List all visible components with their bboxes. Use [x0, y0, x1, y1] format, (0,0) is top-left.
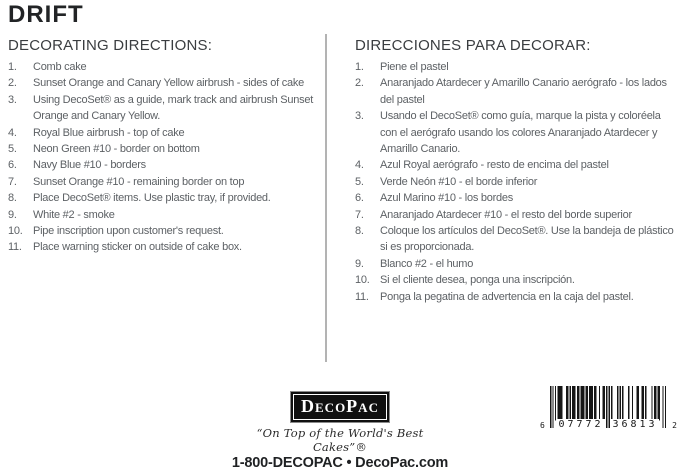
- item-text: Usando el DecoSet® como guía, marque la pista y coloréela con el aerógrafo usando los colores Anaranjado Atardecer y Amarillo Canario.: [380, 110, 661, 156]
- item-number: 8.: [355, 225, 364, 238]
- item-number: 3.: [355, 110, 364, 123]
- item-number: 9.: [355, 257, 364, 270]
- direction-item: [8, 223, 324, 239]
- item-number: 7.: [8, 175, 17, 188]
- item-number: 11.: [8, 241, 22, 254]
- direction-item: [355, 174, 676, 190]
- item-text: Royal Blue airbrush - top of cake: [33, 126, 185, 139]
- item-text: Blanco #2 - el humo: [380, 257, 474, 270]
- directions-english: [8, 37, 324, 256]
- brand-tagline: “On Top of the World's Best Cakes”®: [256, 426, 424, 454]
- direction-item: [355, 108, 676, 157]
- direction-item: [355, 272, 676, 288]
- item-text: Navy Blue #10 - borders: [33, 159, 146, 172]
- item-number: 6.: [8, 159, 17, 172]
- directions-spanish-list: [355, 59, 676, 305]
- directions-spanish-heading: DIRECCIONES PARA DECORAR:: [355, 37, 591, 54]
- directions-spanish: [355, 37, 676, 305]
- barcode-digit-group2: 36813: [612, 419, 658, 430]
- item-number: 3.: [8, 93, 17, 106]
- direction-item: [8, 125, 324, 141]
- item-number: 11.: [355, 290, 369, 303]
- decopac-logo: [290, 391, 390, 423]
- item-text: White #2 - smoke: [33, 208, 115, 221]
- direction-item: [355, 59, 676, 75]
- item-text: Using DecoSet® as a guide, mark track and airbrush Sunset Orange and Canary Yellow.: [33, 93, 313, 123]
- item-text: Verde Neón #10 - el borde inferior: [380, 175, 538, 188]
- item-number: 1.: [355, 61, 364, 73]
- decopac-logo-text: DecoPac: [301, 396, 379, 416]
- page-title: DRIFT: [8, 1, 84, 28]
- barcode-digit-right: 2: [672, 421, 677, 430]
- item-text: Sunset Orange #10 - remaining border on top: [33, 175, 245, 188]
- item-number: 1.: [8, 61, 17, 73]
- direction-item: [355, 256, 676, 272]
- item-text: Sunset Orange and Canary Yellow airbrush - sides of cake: [33, 77, 304, 90]
- item-number: 10.: [8, 225, 23, 238]
- item-number: 7.: [355, 208, 364, 221]
- direction-item: [8, 59, 324, 75]
- barcode-digit-group1: 07772: [558, 419, 604, 430]
- upc-barcode: [540, 386, 677, 430]
- direction-item: [8, 239, 324, 255]
- direction-item: [355, 223, 676, 256]
- footer: [230, 391, 450, 471]
- item-number: 4.: [8, 126, 17, 139]
- direction-item: [8, 141, 324, 157]
- item-text: Pipe inscription upon customer's request.: [33, 225, 224, 238]
- decopac-logo-frame: [293, 394, 387, 420]
- item-text: Azul Royal aerógrafo - resto de encima del pastel: [380, 159, 609, 172]
- item-number: 2.: [8, 77, 17, 90]
- direction-item: [8, 190, 324, 206]
- directions-english-heading: DECORATING DIRECTIONS:: [8, 37, 213, 54]
- item-text: Coloque los artículos del DecoSet®. Use la bandeja de plástico si es proporcionada.: [380, 225, 674, 254]
- item-text: Anaranjado Atardecer y Amarillo Canario aerógrafo - los lados del pastel: [380, 77, 667, 106]
- direction-item: [355, 157, 676, 173]
- contact-line: 1-800-DECOPAC • DecoPac.com: [231, 455, 449, 471]
- item-number: 5.: [355, 175, 364, 188]
- item-number: 9.: [8, 208, 17, 221]
- direction-item: [355, 207, 676, 223]
- directions-english-list: [8, 59, 324, 256]
- direction-item: [355, 75, 676, 108]
- item-text: Neon Green #10 - border on bottom: [33, 143, 200, 156]
- item-number: 6.: [355, 192, 364, 205]
- direction-item: [8, 157, 324, 173]
- direction-item: [8, 207, 324, 223]
- barcode-digit-left: 6: [540, 421, 545, 430]
- item-text: Anaranjado Atardecer #10 - el resto del borde superior: [380, 208, 632, 221]
- column-divider: [325, 34, 327, 362]
- direction-item: [355, 289, 676, 305]
- item-number: 5.: [8, 143, 17, 156]
- item-number: 4.: [355, 159, 364, 172]
- direction-item: [355, 190, 676, 206]
- item-text: Comb cake: [33, 61, 87, 73]
- item-text: Place warning sticker on outside of cake box.: [33, 241, 242, 254]
- item-text: Ponga la pegatina de advertencia en la caja del pastel.: [380, 290, 634, 303]
- item-text: Piene el pastel: [380, 61, 449, 73]
- item-text: Azul Marino #10 - los bordes: [380, 192, 514, 205]
- item-number: 8.: [8, 192, 17, 205]
- item-number: 10.: [355, 274, 370, 287]
- direction-item: [8, 174, 324, 190]
- item-text: Si el cliente desea, ponga una inscripción.: [380, 274, 575, 287]
- direction-item: [8, 92, 324, 125]
- item-number: 2.: [355, 77, 364, 90]
- direction-item: [8, 75, 324, 91]
- item-text: Place DecoSet® items. Use plastic tray, if provided.: [33, 192, 271, 205]
